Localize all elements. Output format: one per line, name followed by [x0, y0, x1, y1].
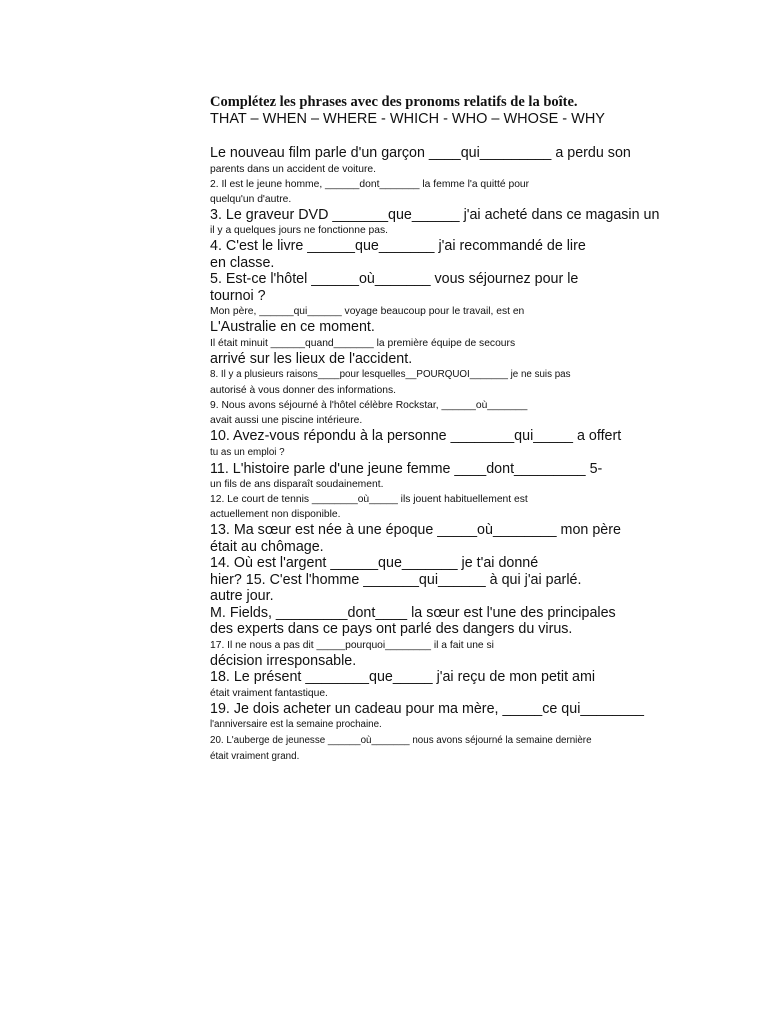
exercise-line: des experts dans ce pays ont parlé des dangers du virus. [210, 621, 573, 637]
exercise-line: 9. Nous avons séjourné à l'hôtel célèbre Rockstar, ______où_______ [210, 400, 528, 411]
exercise-line: parents dans un accident de voiture. [210, 163, 377, 175]
exercise-line: 19. Je dois acheter un cadeau pour ma mère, _____ce qui________ [210, 700, 644, 717]
worksheet-title: Complétez les phrases avec des pronoms relatifs de la boîte. [210, 94, 578, 110]
exercise-line: il y a quelques jours ne fonctionne pas. [210, 225, 389, 236]
exercise-line: en classe. [210, 254, 275, 271]
exercise-line: Mon père, ______qui______ voyage beaucoup pour le travail, est en [210, 306, 525, 317]
exercise-line: était vraiment grand. [210, 751, 300, 762]
worksheet-content [210, 94, 710, 765]
exercise-line: quelqu'un d'autre. [210, 193, 292, 205]
exercise-line: 17. Il ne nous a pas dit _____pourquoi________ il a fait une si [210, 639, 494, 651]
exercise-line: tu as un emploi ? [210, 446, 285, 458]
exercise-line: était au chômage. [210, 538, 324, 555]
exercise-line: 13. Ma sœur est née à une époque _____où________ mon père [210, 522, 621, 538]
exercise-line: actuellement non disponible. [210, 509, 341, 520]
exercise-line: décision irresponsable. [210, 652, 357, 669]
exercise-line: 12. Le court de tennis ________où_____ ils jouent habituellement est [210, 494, 528, 505]
exercise-line: était vraiment fantastique. [210, 687, 328, 699]
exercise-line: autre jour. [210, 588, 274, 604]
exercise-line: 8. Il y a plusieurs raisons____pour lesquelles__POURQUOI_______ je ne suis pas [210, 369, 571, 380]
exercise-line: M. Fields, _________dont____ la sœur est l'une des principales [210, 604, 616, 621]
exercise-line: avait aussi une piscine intérieure. [210, 415, 363, 426]
exercise-line: 5. Est-ce l'hôtel ______où_______ vous séjournez pour le [210, 271, 579, 287]
exercise-line: 14. Où est l'argent ______que_______ je t'ai donné [210, 555, 539, 571]
pronoun-box: THAT – WHEN – WHERE - WHICH - WHO – WHOSE - WHY [210, 111, 605, 127]
exercise-line: L'Australie en ce moment. [210, 319, 375, 335]
exercise-line: 3. Le graveur DVD _______que______ j'ai acheté dans ce magasin un [210, 206, 660, 223]
exercise-line: 11. L'histoire parle d'une jeune femme ____dont_________ 5- [210, 460, 603, 477]
exercise-line: autorisé à vous donner des informations. [210, 385, 397, 396]
exercise-line: hier? 15. C'est l'homme _______qui______ à qui j'ai parlé. [210, 571, 582, 588]
exercise-line: Il était minuit ______quand_______ la première équipe de secours [210, 337, 516, 349]
exercise-line: 20. L'auberge de jeunesse ______où_______ nous avons séjourné la semaine dernière [210, 735, 592, 746]
exercise-line: 10. Avez-vous répondu à la personne ________qui_____ a offert [210, 428, 622, 444]
exercise-list [210, 145, 710, 765]
exercise-line: Le nouveau film parle d'un garçon ____qui_________ a perdu son [210, 145, 631, 161]
exercise-line: 18. Le présent ________que_____ j'ai reçu de mon petit ami [210, 669, 596, 685]
exercise-line: tournoi ? [210, 287, 266, 304]
exercise-line: 4. C'est le livre ______que_______ j'ai recommandé de lire [210, 238, 586, 254]
exercise-line: 2. Il est le jeune homme, ______dont_______ la femme l'a quitté pour [210, 178, 530, 190]
exercise-line: un fils de ans disparaît soudainement. [210, 479, 384, 490]
exercise-line: arrivé sur les lieux de l'accident. [210, 350, 413, 367]
exercise-line: l'anniversaire est la semaine prochaine. [210, 719, 382, 730]
